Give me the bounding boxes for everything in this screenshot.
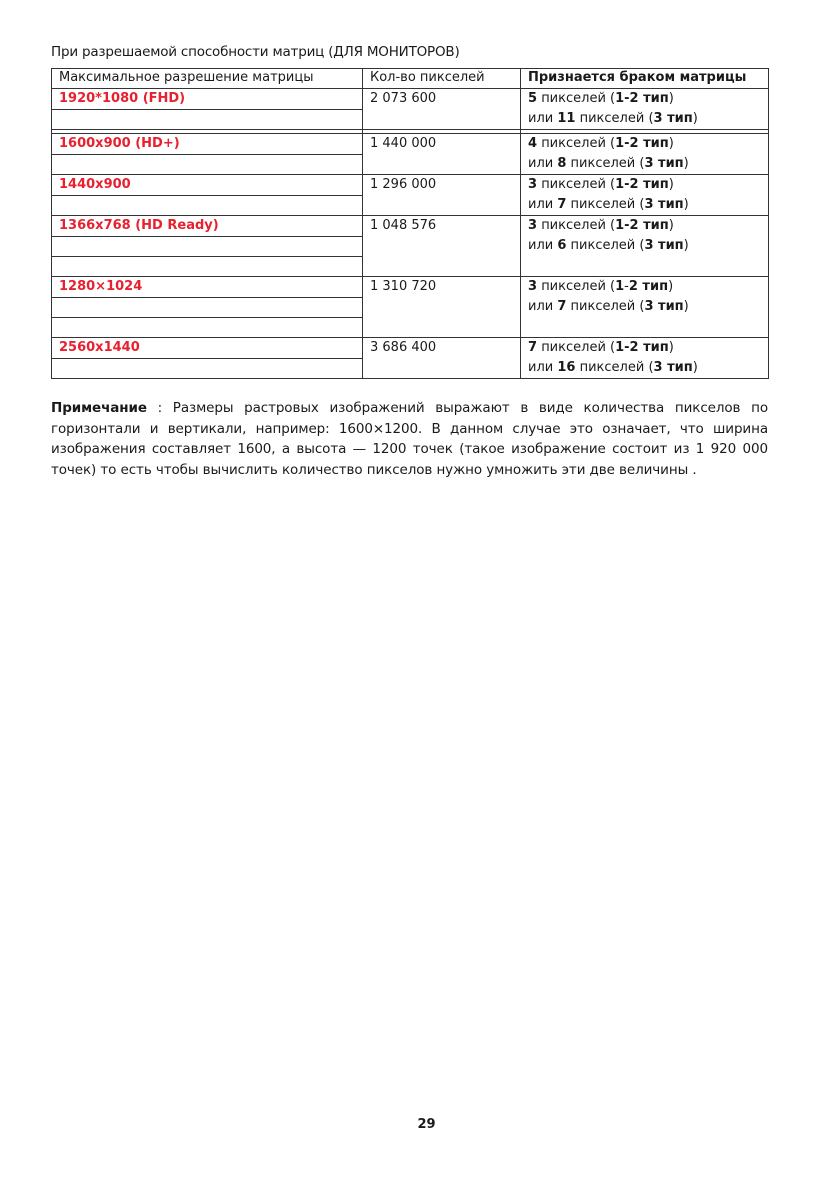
resolution-cell: [52, 338, 363, 359]
empty-cell: [52, 110, 363, 130]
empty-cell: [52, 237, 363, 257]
pixels-cell: 3 686 400: [363, 338, 521, 379]
table-row: [52, 338, 769, 359]
resolution-cell: [52, 277, 363, 298]
pixels-cell: 1 440 000: [363, 134, 521, 175]
resolution-cell: [52, 175, 363, 196]
defect-cell: [521, 134, 769, 175]
note-label: Примечание: [51, 400, 147, 416]
page-number: 29: [417, 1117, 436, 1132]
table-caption: При разрешаемой способности матриц (ДЛЯ МОНИТОРОВ): [51, 44, 460, 60]
pixels-cell: 1 310 720: [363, 277, 521, 338]
resolution-value: 2560x1440: [59, 340, 140, 355]
header-pixel-count: Кол-во пикселей: [363, 69, 521, 89]
resolution-value: 1920*1080 (FHD): [59, 91, 186, 106]
defect-line-type12: 3 пикселей (1-2 тип): [528, 279, 674, 294]
note-text: : Размеры растровых изображений выражают в виде количества пикселов по горизонтали и вертикали, например: 1600×1200. В данном случае это означает, что ширина изображения составляет 1600, а высота — 1200 точек (такое изображение состоит из 1 920 000 точек) то есть чтобы вычислить количество пикселов нужно умножить эти две величины .: [51, 400, 768, 478]
resolution-value: 1600x900 (HD+): [59, 136, 180, 151]
matrix-defect-table: [51, 68, 769, 379]
resolution-value: 1280×1024: [59, 279, 143, 294]
table-header-row: [52, 69, 769, 89]
table-row: [52, 134, 769, 155]
resolution-cell: [52, 134, 363, 155]
resolution-value: 1440x900: [59, 177, 131, 192]
resolution-value: 1366x768 (HD Ready): [59, 218, 219, 233]
empty-cell: [52, 196, 363, 216]
resolution-cell: [52, 216, 363, 237]
resolution-cell: [52, 89, 363, 110]
defect-cell: [521, 277, 769, 338]
defect-line-type12: 3 пикселей (1-2 тип): [528, 218, 674, 233]
defect-line-type3: или 11 пикселей (3 тип): [528, 111, 698, 126]
defect-line-type3: или 16 пикселей (3 тип): [528, 360, 698, 375]
defect-cell: [521, 175, 769, 216]
empty-cell: [52, 257, 363, 277]
table-row: [52, 89, 769, 110]
note-paragraph: [51, 398, 768, 480]
empty-cell: [52, 155, 363, 175]
defect-line-type12: 3 пикселей (1-2 тип): [528, 177, 674, 192]
pixels-cell: 1 048 576: [363, 216, 521, 277]
pixels-cell: 1 296 000: [363, 175, 521, 216]
empty-cell: [52, 318, 363, 338]
pixels-cell: [363, 89, 521, 130]
table-row: [52, 175, 769, 196]
table-row: [52, 277, 769, 298]
defect-cell: [521, 338, 769, 379]
empty-cell: [52, 359, 363, 379]
header-resolution: Максимальное разрешение матрицы: [52, 69, 363, 89]
defect-cell: [521, 89, 769, 130]
defect-line-type3: или 6 пикселей (3 тип): [528, 238, 689, 253]
defect-line-type12: 7 пикселей (1-2 тип): [528, 340, 674, 355]
empty-cell: [52, 298, 363, 318]
defect-line-type3: или 7 пикселей (3 тип): [528, 197, 689, 212]
defect-line-type3: или 7 пикселей (3 тип): [528, 299, 689, 314]
defect-line-type12: 5 пикселей (1-2 тип): [528, 91, 674, 106]
pixels-value: 2 073 600: [370, 91, 437, 106]
defect-line-type12: 4 пикселей (1-2 тип): [528, 136, 674, 151]
defect-cell: [521, 216, 769, 277]
header-defect: Признается браком матрицы: [521, 69, 769, 89]
table-row: [52, 216, 769, 237]
defect-line-type3: или 8 пикселей (3 тип): [528, 156, 689, 171]
